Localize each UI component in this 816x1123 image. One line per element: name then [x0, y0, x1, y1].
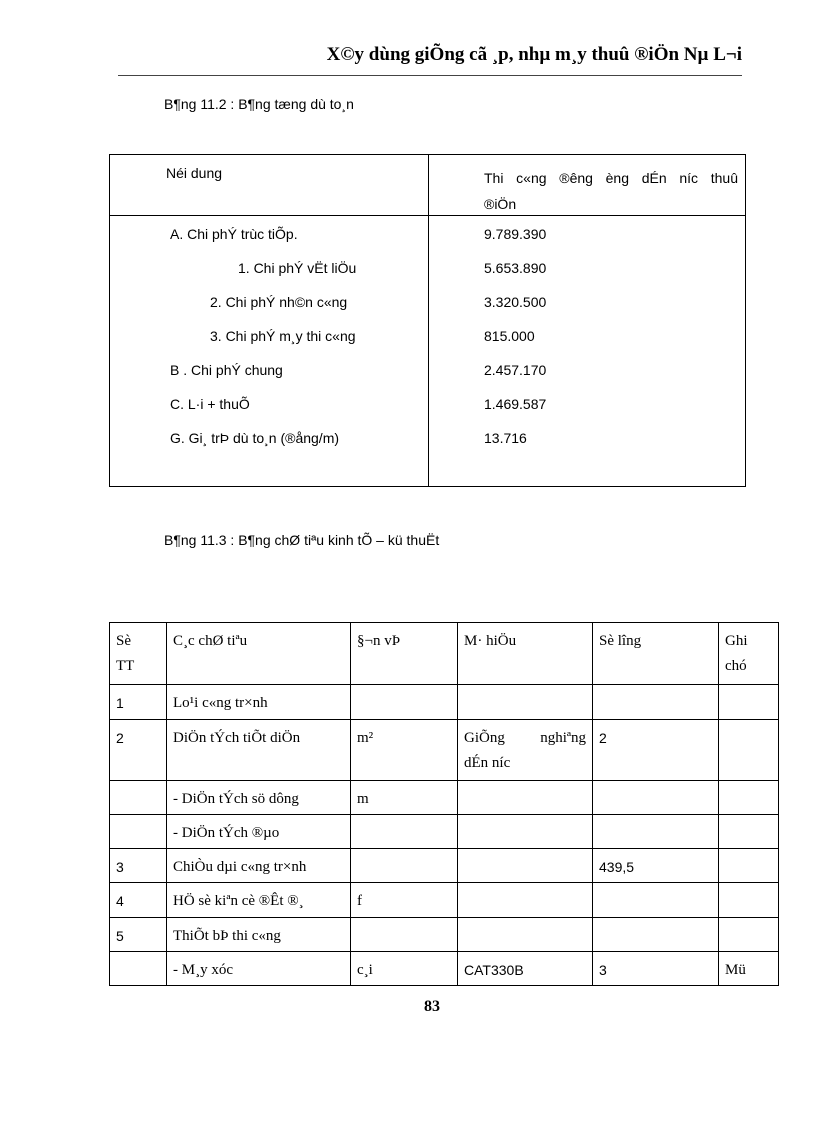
table-header-row — [110, 623, 779, 685]
header-code: M· hiÖu — [458, 623, 593, 685]
row-value-direct-cost: 9.789.390 — [484, 226, 547, 242]
table1-caption: B¶ng 11.2 : B¶ng tæng dù to¸n — [164, 96, 354, 112]
table-row: - DiÖn tÝch ®µo — [110, 815, 779, 849]
row-value-machine-cost: 815.000 — [484, 328, 535, 344]
row-label-machine-cost: 3. Chi phÝ m¸y thi c«ng — [210, 328, 356, 344]
row-label-estimate-price: G. Gi¸ trÞ dù to¸n (®ång/m) — [170, 430, 340, 446]
row-label-general-cost: B . Chi phÝ chung — [170, 362, 283, 378]
header-work-item — [484, 165, 738, 217]
row-label-labor-cost: 2. Chi phÝ nh©n c«ng — [210, 294, 348, 310]
cost-estimate-table — [109, 154, 746, 487]
table-row: 4 HÖ sè kiªn cè ®Êt ®¸ f — [110, 883, 779, 918]
table-row: - DiÖn tÝch sö dông m — [110, 781, 779, 815]
row-value-profit-tax: 1.469.587 — [484, 396, 547, 412]
header-work-item-line2: ®iÖn — [484, 196, 517, 212]
header-note: Ghi chó — [719, 623, 779, 685]
row-label-direct-cost: A. Chi phÝ trùc tiÕp. — [170, 226, 298, 242]
header-unit: §¬n vÞ — [351, 623, 458, 685]
header-stt: Sè TT — [110, 623, 167, 685]
table-row: 3 ChiÒu dµi c«ng tr×nh 439,5 — [110, 849, 779, 883]
running-header: X©y dùng giÕng cã ¸p, nhµ m¸y thuû ®iÖn Nµ L¬i — [326, 44, 742, 65]
header-quantity: Sè lîng — [593, 623, 719, 685]
row-label-profit-tax: C. L·i + thuÕ — [170, 396, 250, 412]
row-value-material-cost: 5.653.890 — [484, 260, 547, 276]
table2-caption: B¶ng 11.3 : B¶ng chØ tiªu kinh tÕ – kü thuËt — [164, 532, 440, 548]
table-row: 5 ThiÕt bÞ thi c«ng — [110, 918, 779, 952]
column-divider — [428, 155, 429, 486]
page-number: 83 — [424, 998, 440, 1015]
row-value-estimate-price: 13.716 — [484, 430, 527, 446]
row-label-material-cost: 1. Chi phÝ vËt liÖu — [238, 260, 357, 276]
header-rule — [118, 75, 742, 76]
table-row: 1 Lo¹i c«ng tr×nh — [110, 685, 779, 720]
row-value-general-cost: 2.457.170 — [484, 362, 547, 378]
row-value-labor-cost: 3.320.500 — [484, 294, 547, 310]
header-work-item-line1: Thi c«ng ®êng èng dÉn níc thuû — [484, 170, 738, 186]
table-row: - M¸y xóc c¸i CAT330B 3 Mü — [110, 952, 779, 986]
header-criteria: C¸c chØ tiªu — [167, 623, 351, 685]
tech-econ-table — [109, 622, 779, 986]
table-row: 2 DiÖn tÝch tiÕt diÖn m² GiÕng nghiªng dÉn níc 2 — [110, 720, 779, 781]
header-content: Néi dung — [166, 165, 223, 181]
